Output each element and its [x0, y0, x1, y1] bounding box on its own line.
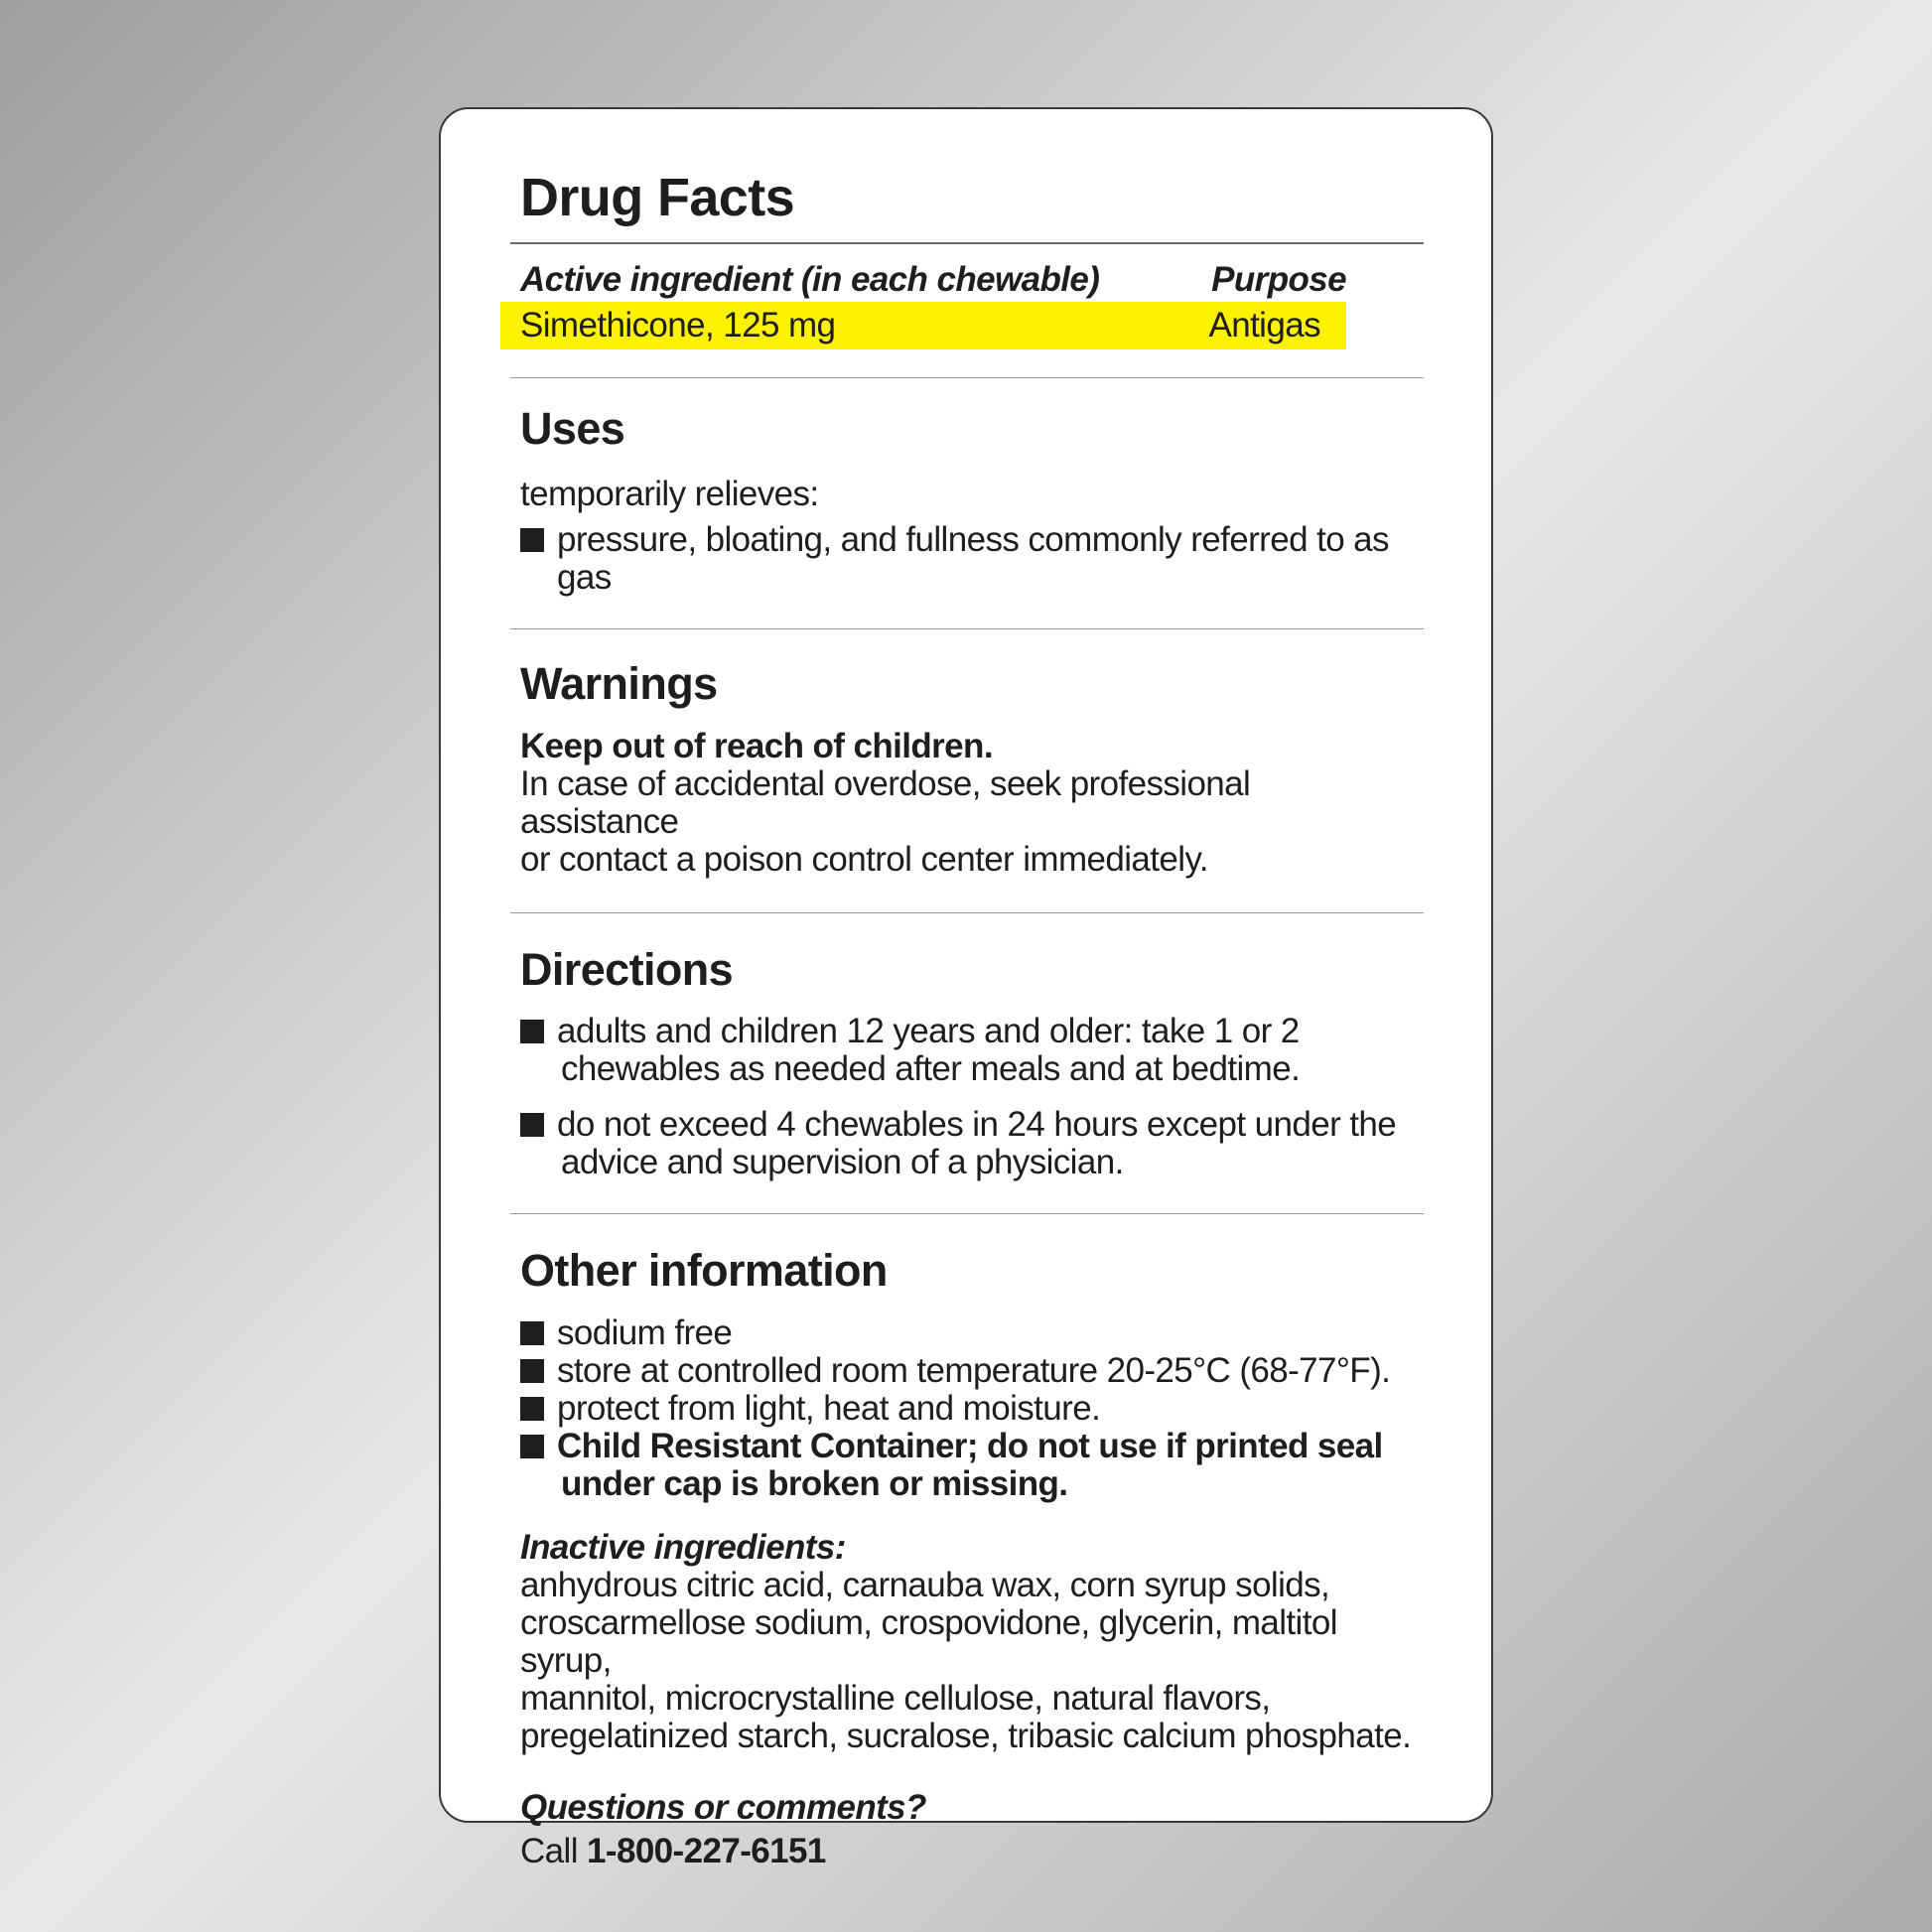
other-info-item-text: store at controlled room temperature 20-25°C (68-77°F).: [557, 1351, 1391, 1390]
phone-number[interactable]: 1-800-227-6151: [587, 1832, 826, 1870]
directions-item: [520, 1013, 1414, 1088]
active-ingredient-header: [520, 258, 1414, 302]
uses-title: Uses: [520, 403, 625, 454]
call-prefix: Call: [520, 1832, 578, 1870]
drug-facts-label: [439, 107, 1493, 1870]
questions-title: Questions or comments?: [520, 1788, 926, 1827]
uses-item-text: pressure, bloating, and fullness commonly referred to as gas: [557, 519, 1389, 597]
bullet-square-icon: [520, 1321, 544, 1345]
active-ingredient-row: [500, 302, 1346, 349]
directions-item-line: adults and children 12 years and older: take 1 or 2: [557, 1011, 1300, 1050]
directions-item: [520, 1106, 1414, 1181]
label-content: [520, 169, 1414, 1870]
purpose-heading: Purpose: [1211, 260, 1346, 299]
inactive-ingredients-line: pregelatinized starch, sucralose, tribasic calcium phosphate.: [520, 1717, 1412, 1755]
other-info-bold-line: Child Resistant Container; do not use if printed seal: [557, 1427, 1383, 1465]
bullet-square-icon: [520, 1020, 544, 1043]
uses-item: [520, 521, 1414, 597]
bullet-square-icon: [520, 528, 544, 552]
other-info-item-text: protect from light, heat and moisture.: [557, 1389, 1101, 1428]
warnings-bold: Keep out of reach of children.: [520, 727, 993, 765]
directions-title: Directions: [520, 944, 734, 995]
inactive-ingredients-line: anhydrous citric acid, carnauba wax, corn syrup solids,: [520, 1566, 1330, 1604]
other-info-item: [520, 1314, 1414, 1352]
inactive-ingredients-title: Inactive ingredients:: [520, 1528, 846, 1567]
other-info-item-text: sodium free: [557, 1313, 733, 1352]
warnings-title: Warnings: [520, 657, 718, 709]
active-ingredient-purpose: Antigas: [1208, 306, 1320, 345]
directions-item-line: do not exceed 4 chewables in 24 hours except under the: [557, 1104, 1397, 1144]
other-info-bold-line: under cap is broken or missing.: [561, 1464, 1068, 1503]
questions-call-line: [520, 1833, 1414, 1870]
other-info-item: [520, 1352, 1414, 1390]
active-ingredient-name: Simethicone, 125 mg: [520, 306, 836, 345]
label-title: Drug Facts: [520, 168, 795, 227]
uses-intro: temporarily relieves:: [520, 474, 819, 513]
bullet-square-icon: [520, 1359, 544, 1383]
warnings-text-line: In case of accidental overdose, seek professional assistance: [520, 764, 1251, 841]
directions-item-line: chewables as needed after meals and at bedtime.: [561, 1048, 1301, 1088]
other-info-item: [520, 1390, 1414, 1428]
active-ingredient-heading: Active ingredient (in each chewable): [520, 260, 1100, 299]
title-rule: [510, 242, 1424, 244]
bullet-square-icon: [520, 1435, 544, 1458]
directions-item-line: advice and supervision of a physician.: [561, 1142, 1124, 1181]
bullet-square-icon: [520, 1113, 544, 1137]
inactive-ingredients-line: mannitol, microcrystalline cellulose, natural flavors,: [520, 1679, 1271, 1718]
inactive-ingredients-line: croscarmellose sodium, crospovidone, glycerin, maltitol syrup,: [520, 1603, 1337, 1680]
warnings-text-line: or contact a poison control center immediately.: [520, 840, 1208, 879]
other-info-title: Other information: [520, 1244, 888, 1296]
bullet-square-icon: [520, 1397, 544, 1421]
other-info-item: [520, 1428, 1414, 1503]
